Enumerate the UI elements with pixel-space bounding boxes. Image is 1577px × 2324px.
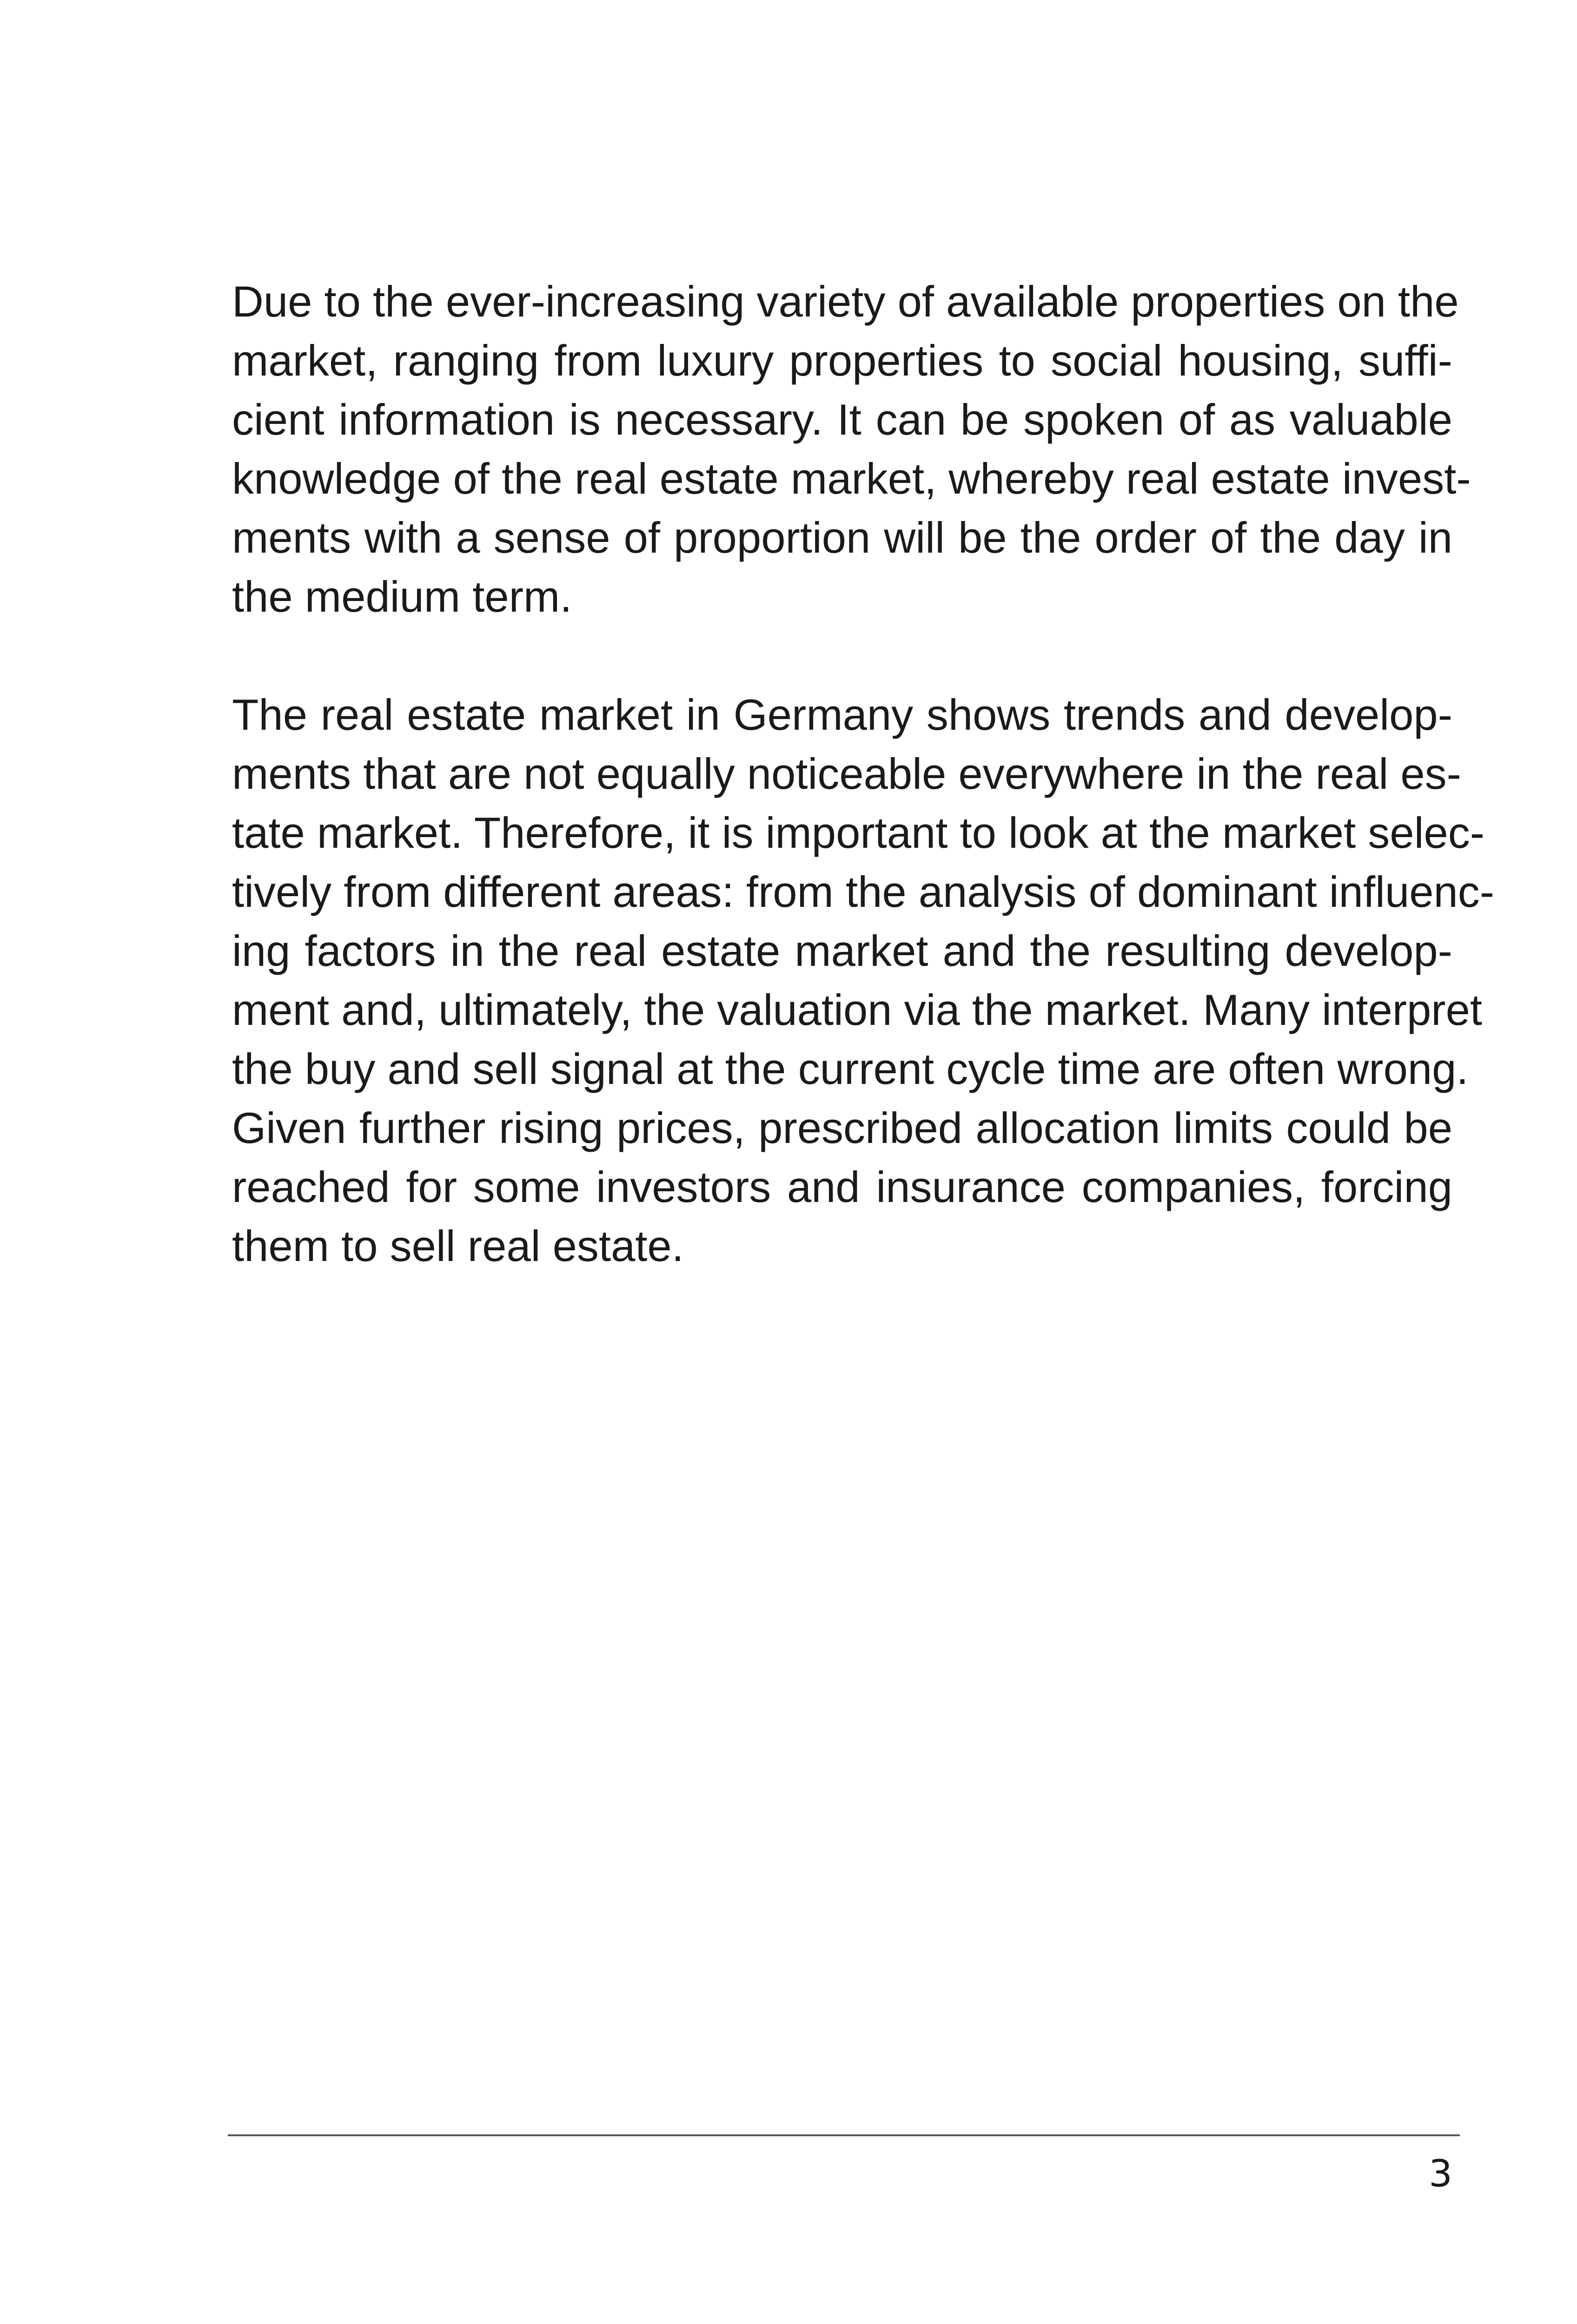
paragraph-line: the buy and sell signal at the current cycle time are often wrong. — [232, 1044, 1469, 1093]
paragraph-line: Given further rising prices, prescribed allocation limits could be — [232, 1103, 1452, 1152]
paragraph-line: ments that are not equally noticeable everywhere in the real es- — [232, 749, 1461, 798]
paragraph-line: tate market. Therefore, it is important to look at the market selec- — [232, 808, 1485, 857]
paragraph-line: market, ranging from luxury properties to social housing, suffi- — [232, 336, 1452, 385]
page-number: 3 — [1429, 2152, 1452, 2195]
paragraph-1 — [232, 272, 1471, 626]
paragraph-line: ing factors in the real estate market and the resulting develop- — [232, 926, 1452, 975]
paragraph-2 — [232, 685, 1495, 1275]
footer-divider — [228, 2134, 1460, 2136]
paragraph-line: cient information is necessary. It can be spoken of as valuable — [232, 395, 1452, 444]
body-text — [232, 272, 1495, 1275]
paragraph-line: the medium term. — [232, 572, 572, 621]
paragraph-line: knowledge of the real estate market, whereby real estate invest- — [232, 454, 1471, 503]
paragraph-line: them to sell real estate. — [232, 1221, 684, 1270]
paragraph-line: tively from different areas: from the analysis of dominant influenc- — [232, 867, 1495, 916]
paragraph-line: Due to the ever-increasing variety of available properties on the — [232, 277, 1459, 326]
paragraph-line: ments with a sense of proportion will be the order of the day in — [232, 513, 1452, 562]
paragraph-line: The real estate market in Germany shows trends and develop- — [232, 690, 1452, 739]
paragraph-line: ment and, ultimately, the valuation via the market. Many interpret — [232, 985, 1483, 1034]
paragraph-line: reached for some investors and insurance companies, forcing — [232, 1162, 1452, 1211]
